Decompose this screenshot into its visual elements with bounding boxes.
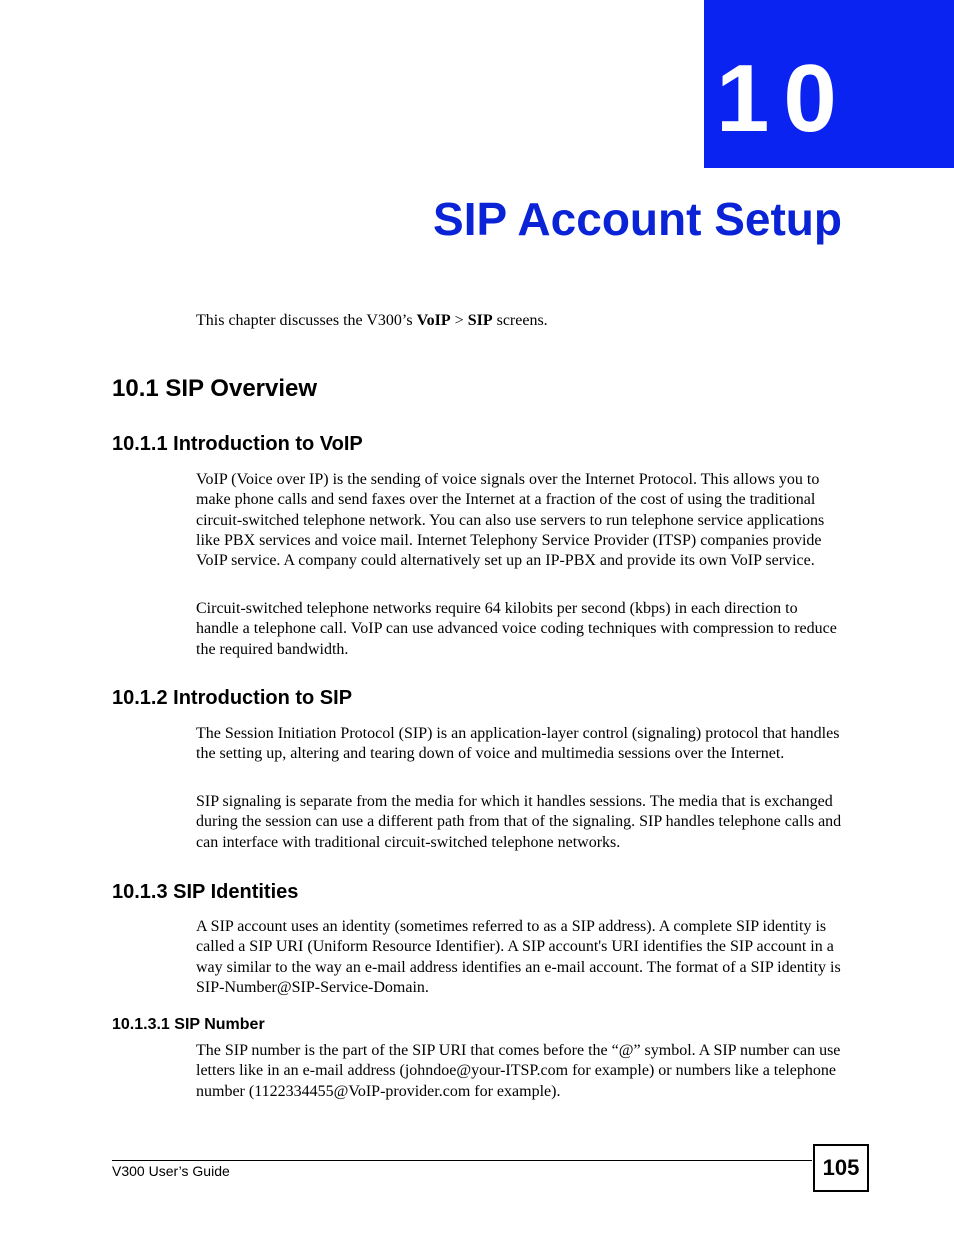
heading-introduction-to-voip: 10.1.1 Introduction to VoIP (112, 433, 363, 455)
chapter-number: 10 (716, 45, 851, 152)
sip-intro-paragraph-2: SIP signaling is separate from the media for which it handles sessions. The media that is exchanged during the session can use a different path from that of the signaling. SIP handles telephone calls and can interface with traditional circuit-switched telephone networks. (196, 793, 842, 851)
sip-intro-paragraph-1: The Session Initiation Protocol (SIP) is an application-layer control (signaling) protocol that handles the setting up, altering and tearing down of voice and multimedia sessions over the Internet. (196, 725, 840, 763)
intro-text-before: This chapter discusses the V300’s (196, 312, 417, 329)
voip-paragraph-2: Circuit-switched telephone networks require 64 kilobits per second (kbps) in each direction to handle a telephone call. VoIP can use advanced voice coding techniques with compression to reduce the required bandwidth. (196, 600, 837, 658)
heading-sip-number: 10.1.3.1 SIP Number (112, 1016, 265, 1033)
intro-menu-sip: SIP (467, 312, 493, 329)
heading-sip-overview: 10.1 SIP Overview (112, 375, 318, 402)
intro-text-after: screens. (492, 312, 548, 329)
page-number: 105 (813, 1144, 869, 1192)
intro-menu-voip: VoIP (416, 312, 451, 329)
intro-separator: > (450, 312, 468, 329)
heading-sip-identities: 10.1.3 SIP Identities (112, 881, 299, 903)
sip-identities-paragraph: A SIP account uses an identity (sometimes referred to as a SIP address). A complete SIP identity is called a SIP URI (Uniform Resource Identifier). A SIP account's URI identifies the SIP account in a way similar to the way an e-mail address identifies an e-mail account. The format of a SIP identity is SIP-Number@SIP-Service-Domain. (196, 918, 841, 996)
sip-number-paragraph: The SIP number is the part of the SIP URI that comes before the “@” symbol. A SIP number can use letters like in an e-mail address (johndoe@your-ITSP.com for example) or numbers like a telephone number (1122334455@VoIP-provider.com for example). (196, 1042, 841, 1100)
chapter-intro (196, 311, 846, 331)
heading-introduction-to-sip: 10.1.2 Introduction to SIP (112, 687, 353, 709)
chapter-title: SIP Account Setup (433, 193, 842, 245)
voip-paragraph-1: VoIP (Voice over IP) is the sending of voice signals over the Internet Protocol. This allows you to make phone calls and send faxes over the Internet at a fraction of the cost of using the traditional circuit-switched telephone network. You can also use servers to run telephone service applications like PBX services and voice mail. Internet Telephony Service Provider (ITSP) companies provide VoIP service. A company could alternatively set up an IP-PBX and provide its own VoIP service. (196, 471, 825, 570)
footer-guide-title: V300 User’s Guide (112, 1163, 230, 1179)
footer-rule (112, 1160, 812, 1161)
